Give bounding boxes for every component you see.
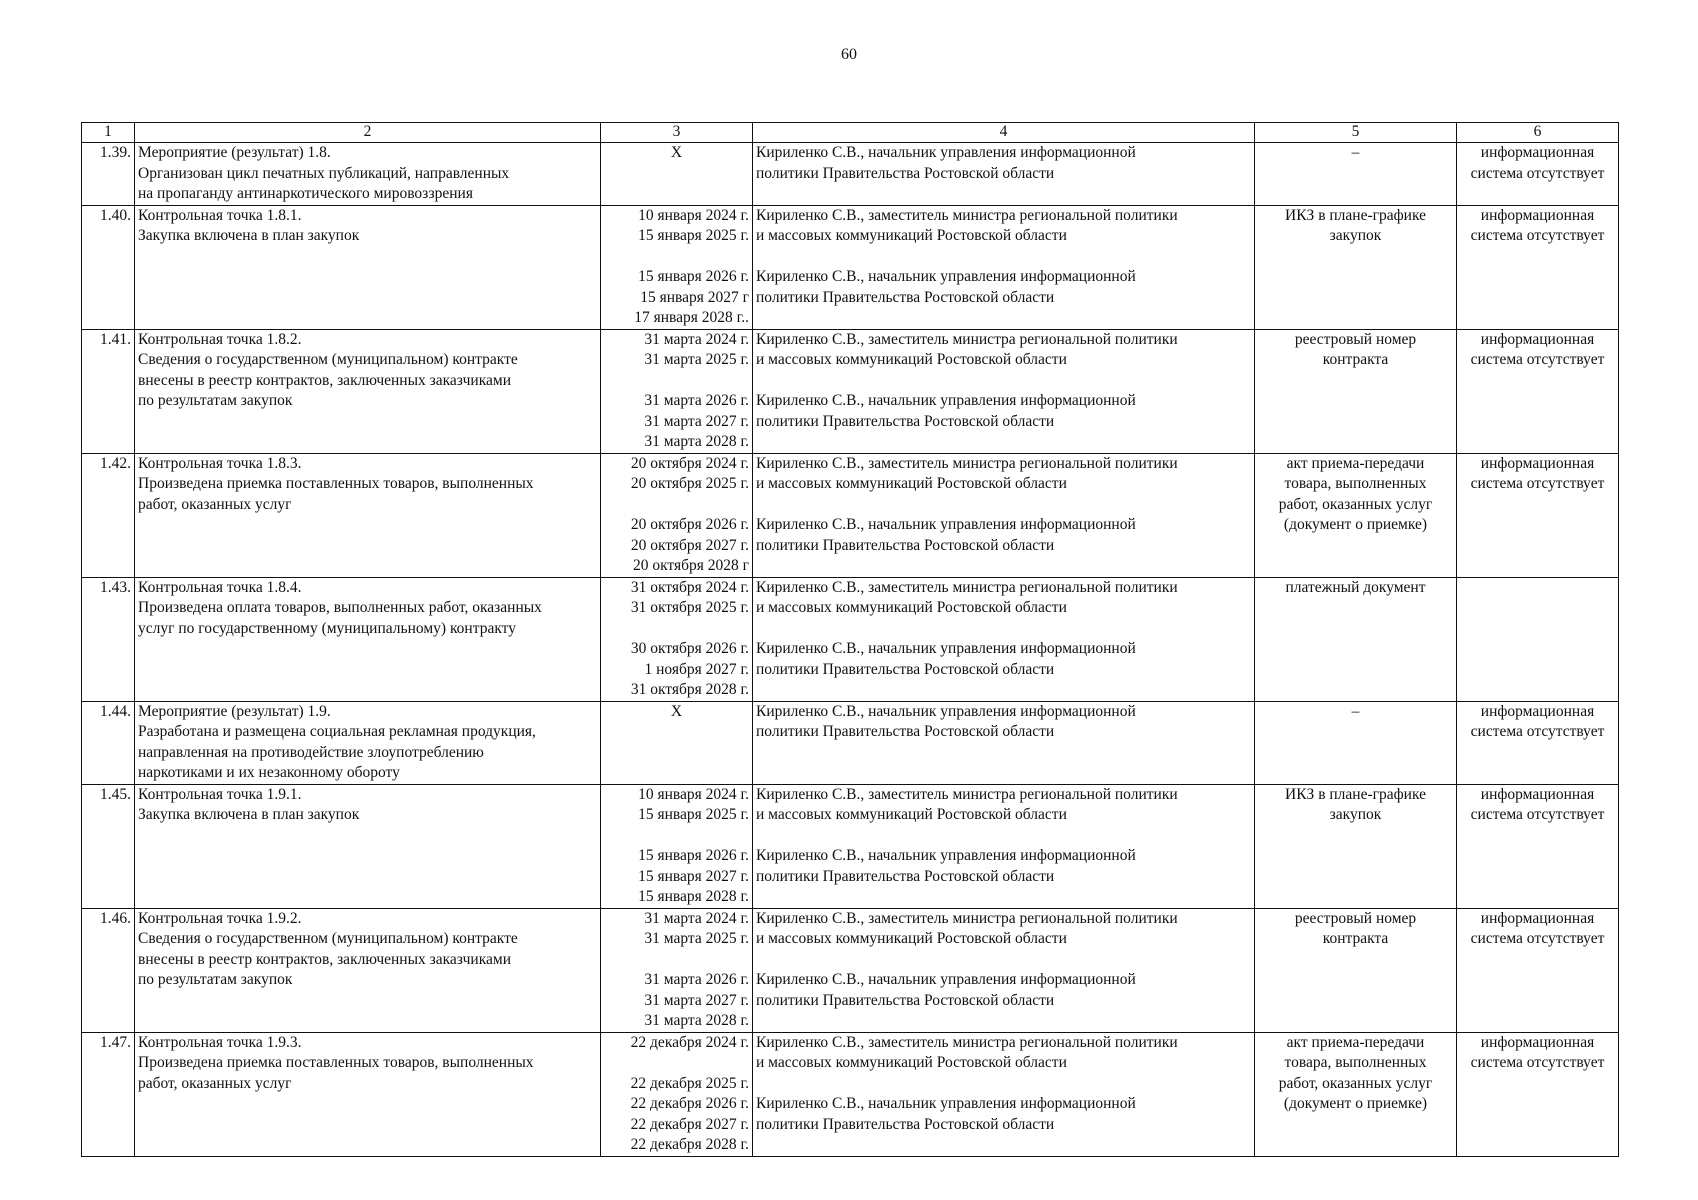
info-system-line: система отсутствует [1470,723,1605,740]
description-cell [135,784,601,908]
responsible-cell [753,784,1255,908]
description-line: Контрольная точка 1.8.1. [138,206,302,224]
responsible-line: и массовых коммуникаций Ростовской области [756,351,1067,368]
info-system-line: система отсутствует [1470,164,1605,182]
deadline-line: 31 марта 2025 г. [644,351,749,368]
deadline-line: 15 января 2027 г [640,288,749,306]
info-system-cell [1457,143,1619,206]
responsible-cell [753,701,1255,784]
info-system-line: информационная [1480,144,1595,161]
document-line: ИКЗ в плане-графике [1285,206,1426,224]
document-line: работ, оказанных услуг [1278,1074,1433,1092]
header-cell: 2 [135,123,601,143]
responsible-line: Кириленко С.В., заместитель министра региональной политики [756,330,1178,348]
row-number-cell: 1.47. [82,1032,135,1156]
description-cell [135,1032,601,1156]
info-system-line: система отсутствует [1470,351,1605,368]
document-cell [1255,453,1457,577]
responsible-cell [753,143,1255,206]
deadline-line: 22 декабря 2026 г. [630,1095,749,1112]
deadline-cell [601,908,753,1032]
deadline-line: 10 января 2024 г. [638,785,749,803]
document-cell [1255,205,1457,329]
deadline-line: 31 марта 2028 г. [644,1012,749,1029]
deadline-line: 31 октября 2024 г. [630,578,749,596]
header-cell: 6 [1457,123,1619,143]
responsible-line: политики Правительства Ростовской области [756,536,1055,554]
responsible-line: Кириленко С.В., заместитель министра региональной политики [756,454,1178,472]
deadline-line: 31 марта 2025 г. [644,930,749,947]
line-gap [604,826,749,847]
deadline-cell [601,453,753,577]
page-number: 60 [841,46,857,63]
table-row [82,329,1619,453]
info-system-cell [1457,329,1619,453]
deadline-line: 22 декабря 2024 г. [630,1033,749,1051]
description-line: Разработана и размещена социальная рекламная продукция, [138,723,536,740]
deadline-cell [601,1032,753,1156]
description-line: Сведения о государственном (муниципальном) контракте [138,351,518,368]
deadline-line: 31 марта 2027 г. [644,412,749,430]
info-system-line: информационная [1480,785,1595,803]
document-line: закупок [1329,227,1382,244]
deadline-line: 1 ноября 2027 г. [644,660,749,678]
header-row [82,123,1619,143]
line-gap [604,1053,749,1074]
document-cell [1255,701,1457,784]
document-line: закупок [1329,806,1382,823]
document-cell [1255,143,1457,206]
table-row [82,784,1619,908]
description-line: Контрольная точка 1.8.3. [138,454,302,472]
info-system-line: система отсутствует [1470,1054,1605,1071]
table-row [82,143,1619,206]
row-number-cell: 1.39. [82,143,135,206]
row-number-cell: 1.46. [82,908,135,1032]
description-line: Мероприятие (результат) 1.9. [138,702,331,720]
responsible-line: Кириленко С.В., начальник управления информационной [756,1095,1136,1112]
responsible-line: политики Правительства Ростовской области [756,1115,1055,1133]
table-row [82,205,1619,329]
description-line: Контрольная точка 1.8.4. [138,578,302,596]
responsible-line: и массовых коммуникаций Ростовской области [756,227,1067,244]
document-cell [1255,577,1457,701]
deadline-line: 31 марта 2024 г. [644,330,749,348]
deadline-line: 20 октября 2024 г. [630,454,749,472]
description-cell [135,329,601,453]
document-line: реестровый номер [1294,909,1417,927]
deadline-line: 22 декабря 2025 г. [630,1074,749,1092]
deadline-line: 31 марта 2028 г. [644,433,749,450]
line-gap [756,495,1251,516]
info-system-cell [1457,701,1619,784]
row-number-cell: 1.40. [82,205,135,329]
document-cell [1255,1032,1457,1156]
document-line: товара, выполненных [1284,475,1427,492]
responsible-line: политики Правительства Ростовской области [756,412,1055,430]
line-gap [756,247,1251,268]
deadline-cell [601,701,753,784]
deadline-line: 20 октября 2027 г. [630,536,749,554]
deadline-line: 15 января 2026 г. [638,268,749,285]
description-line: Контрольная точка 1.8.2. [138,330,302,348]
responsible-line: политики Правительства Ростовской области [756,723,1055,740]
document-line: (документ о приемке) [1283,1095,1428,1112]
responsible-line: и массовых коммуникаций Ростовской области [756,1054,1067,1071]
description-line: работ, оказанных услуг [138,495,292,513]
responsible-line: Кириленко С.В., начальник управления информационной [756,702,1136,720]
responsible-line: и массовых коммуникаций Ростовской области [756,930,1067,947]
description-line: Организован цикл печатных публикаций, направленных [138,164,510,182]
info-system-cell [1457,577,1619,701]
line-gap [756,371,1251,392]
responsible-line: Кириленко С.В., заместитель министра региональной политики [756,578,1178,596]
line-gap [756,826,1251,847]
responsible-cell [753,205,1255,329]
deadline-line: 20 октября 2025 г. [630,475,749,492]
description-line: внесены в реестр контрактов, заключенных заказчиками [138,950,511,968]
description-line: Мероприятие (результат) 1.8. [138,144,331,161]
deadline-line: 22 декабря 2027 г. [630,1115,749,1133]
description-cell [135,453,601,577]
deadline-cell [601,784,753,908]
row-number-cell: 1.43. [82,577,135,701]
deadline-line: X [670,702,683,720]
info-system-line: система отсутствует [1470,475,1605,492]
responsible-line: Кириленко С.В., начальник управления информационной [756,516,1136,533]
description-line: Контрольная точка 1.9.3. [138,1033,302,1051]
deadline-line: 30 октября 2026 г. [630,640,749,657]
header-cell: 3 [601,123,753,143]
document-line: товара, выполненных [1284,1054,1427,1071]
deadline-line: 22 декабря 2028 г. [630,1136,749,1153]
header-cell: 1 [82,123,135,143]
responsible-cell [753,577,1255,701]
document-line: – [1351,702,1360,720]
description-line: услуг по государственному (муниципальному) контракту [138,619,516,637]
plan-table [81,122,1619,1157]
deadline-line: 10 января 2024 г. [638,206,749,224]
deadline-line: 20 октября 2028 г [632,557,749,574]
document-line: реестровый номер [1294,330,1417,348]
description-line: Закупка включена в план закупок [138,227,360,244]
line-gap [604,371,749,392]
line-gap [604,247,749,268]
deadline-line: 31 марта 2026 г. [644,392,749,409]
responsible-cell [753,908,1255,1032]
deadline-line: X [670,144,683,161]
responsible-line: Кириленко С.В., заместитель министра региональной политики [756,1033,1178,1051]
row-number-cell: 1.45. [82,784,135,908]
deadline-cell [601,329,753,453]
responsible-line: и массовых коммуникаций Ростовской области [756,806,1067,823]
document-line: работ, оказанных услуг [1278,495,1433,513]
line-gap [604,495,749,516]
info-system-line: система отсутствует [1470,806,1605,823]
description-line: Закупка включена в план закупок [138,806,360,823]
description-line: Контрольная точка 1.9.2. [138,909,302,927]
responsible-line: Кириленко С.В., заместитель министра региональной политики [756,785,1178,803]
document-line: контракта [1322,930,1389,947]
deadline-line: 31 марта 2026 г. [644,971,749,988]
responsible-line: Кириленко С.В., начальник управления информационной [756,847,1136,864]
description-cell [135,143,601,206]
info-system-cell [1457,784,1619,908]
responsible-line: политики Правительства Ростовской области [756,288,1055,306]
description-line: работ, оказанных услуг [138,1074,292,1092]
deadline-line: 31 марта 2027 г. [644,991,749,1009]
responsible-line: Кириленко С.В., начальник управления информационной [756,640,1136,657]
description-line: Контрольная точка 1.9.1. [138,785,302,803]
header-cell: 4 [753,123,1255,143]
description-line: на пропаганду антинаркотического мировоззрения [138,185,473,202]
responsible-cell [753,1032,1255,1156]
deadline-line: 15 января 2026 г. [638,847,749,864]
document-line: акт приема-передачи [1286,454,1425,472]
document-cell [1255,908,1457,1032]
document-cell [1255,784,1457,908]
line-gap [756,1074,1251,1095]
description-line: Произведена оплата товаров, выполненных работ, оказанных [138,599,542,616]
row-number-cell: 1.44. [82,701,135,784]
document-cell [1255,329,1457,453]
description-cell [135,908,601,1032]
responsible-line: Кириленко С.В., начальник управления информационной [756,268,1136,285]
description-line: Сведения о государственном (муниципальном) контракте [138,930,518,947]
info-system-cell [1457,908,1619,1032]
responsible-line: и массовых коммуникаций Ростовской области [756,475,1067,492]
deadline-cell [601,205,753,329]
line-gap [756,950,1251,971]
description-line: наркотиками и их незаконному обороту [138,764,400,781]
table-row [82,701,1619,784]
description-cell [135,701,601,784]
row-number-cell: 1.42. [82,453,135,577]
deadline-line: 15 января 2027 г. [638,867,749,885]
info-system-line: информационная [1480,702,1595,720]
responsible-line: политики Правительства Ростовской области [756,660,1055,678]
line-gap [604,619,749,640]
info-system-line: информационная [1480,1033,1595,1051]
responsible-line: политики Правительства Ростовской области [756,991,1055,1009]
description-line: направленная на противодействие злоупотреблению [138,743,484,761]
info-system-line: информационная [1480,206,1595,224]
document-line: акт приема-передачи [1286,1033,1425,1051]
header-cell: 5 [1255,123,1457,143]
responsible-line: и массовых коммуникаций Ростовской области [756,599,1067,616]
responsible-line: Кириленко С.В., начальник управления информационной [756,144,1136,161]
deadline-line: 20 октября 2026 г. [630,516,749,533]
document-line: ИКЗ в плане-графике [1285,785,1426,803]
line-gap [604,950,749,971]
info-system-line: система отсутствует [1470,227,1605,244]
responsible-cell [753,453,1255,577]
document-line: платежный документ [1285,578,1426,596]
info-system-line: информационная [1480,909,1595,927]
description-cell [135,577,601,701]
info-system-line: система отсутствует [1470,930,1605,947]
line-gap [756,619,1251,640]
info-system-cell [1457,205,1619,329]
info-system-line: информационная [1480,454,1595,472]
responsible-line: Кириленко С.В., заместитель министра региональной политики [756,206,1178,224]
document-line: – [1351,144,1360,161]
deadline-line: 31 октября 2025 г. [630,599,749,616]
description-line: по результатам закупок [138,392,293,409]
description-line: по результатам закупок [138,971,293,988]
responsible-cell [753,329,1255,453]
deadline-line: 15 января 2025 г. [638,227,749,244]
document-line: (документ о приемке) [1283,516,1428,533]
responsible-line: политики Правительства Ростовской области [756,867,1055,885]
deadline-cell [601,577,753,701]
description-line: Произведена приемка поставленных товаров, выполненных [138,1054,534,1071]
table-row [82,453,1619,577]
description-line: Произведена приемка поставленных товаров, выполненных [138,475,534,492]
deadline-line: 15 января 2028 г. [638,888,749,905]
info-system-cell [1457,1032,1619,1156]
table-row [82,908,1619,1032]
deadline-line: 17 января 2028 г.. [634,309,749,326]
deadline-line: 31 марта 2024 г. [644,909,749,927]
document-line: контракта [1322,351,1389,368]
row-number-cell: 1.41. [82,329,135,453]
table-row [82,577,1619,701]
responsible-line: Кириленко С.В., начальник управления информационной [756,971,1136,988]
table-row [82,1032,1619,1156]
info-system-cell [1457,453,1619,577]
responsible-line: Кириленко С.В., начальник управления информационной [756,392,1136,409]
description-cell [135,205,601,329]
deadline-cell [601,143,753,206]
responsible-line: Кириленко С.В., заместитель министра региональной политики [756,909,1178,927]
info-system-line: информационная [1480,330,1595,348]
responsible-line: политики Правительства Ростовской области [756,164,1055,182]
deadline-line: 15 января 2025 г. [638,806,749,823]
deadline-line: 31 октября 2028 г. [630,681,749,698]
description-line: внесены в реестр контрактов, заключенных заказчиками [138,371,511,389]
